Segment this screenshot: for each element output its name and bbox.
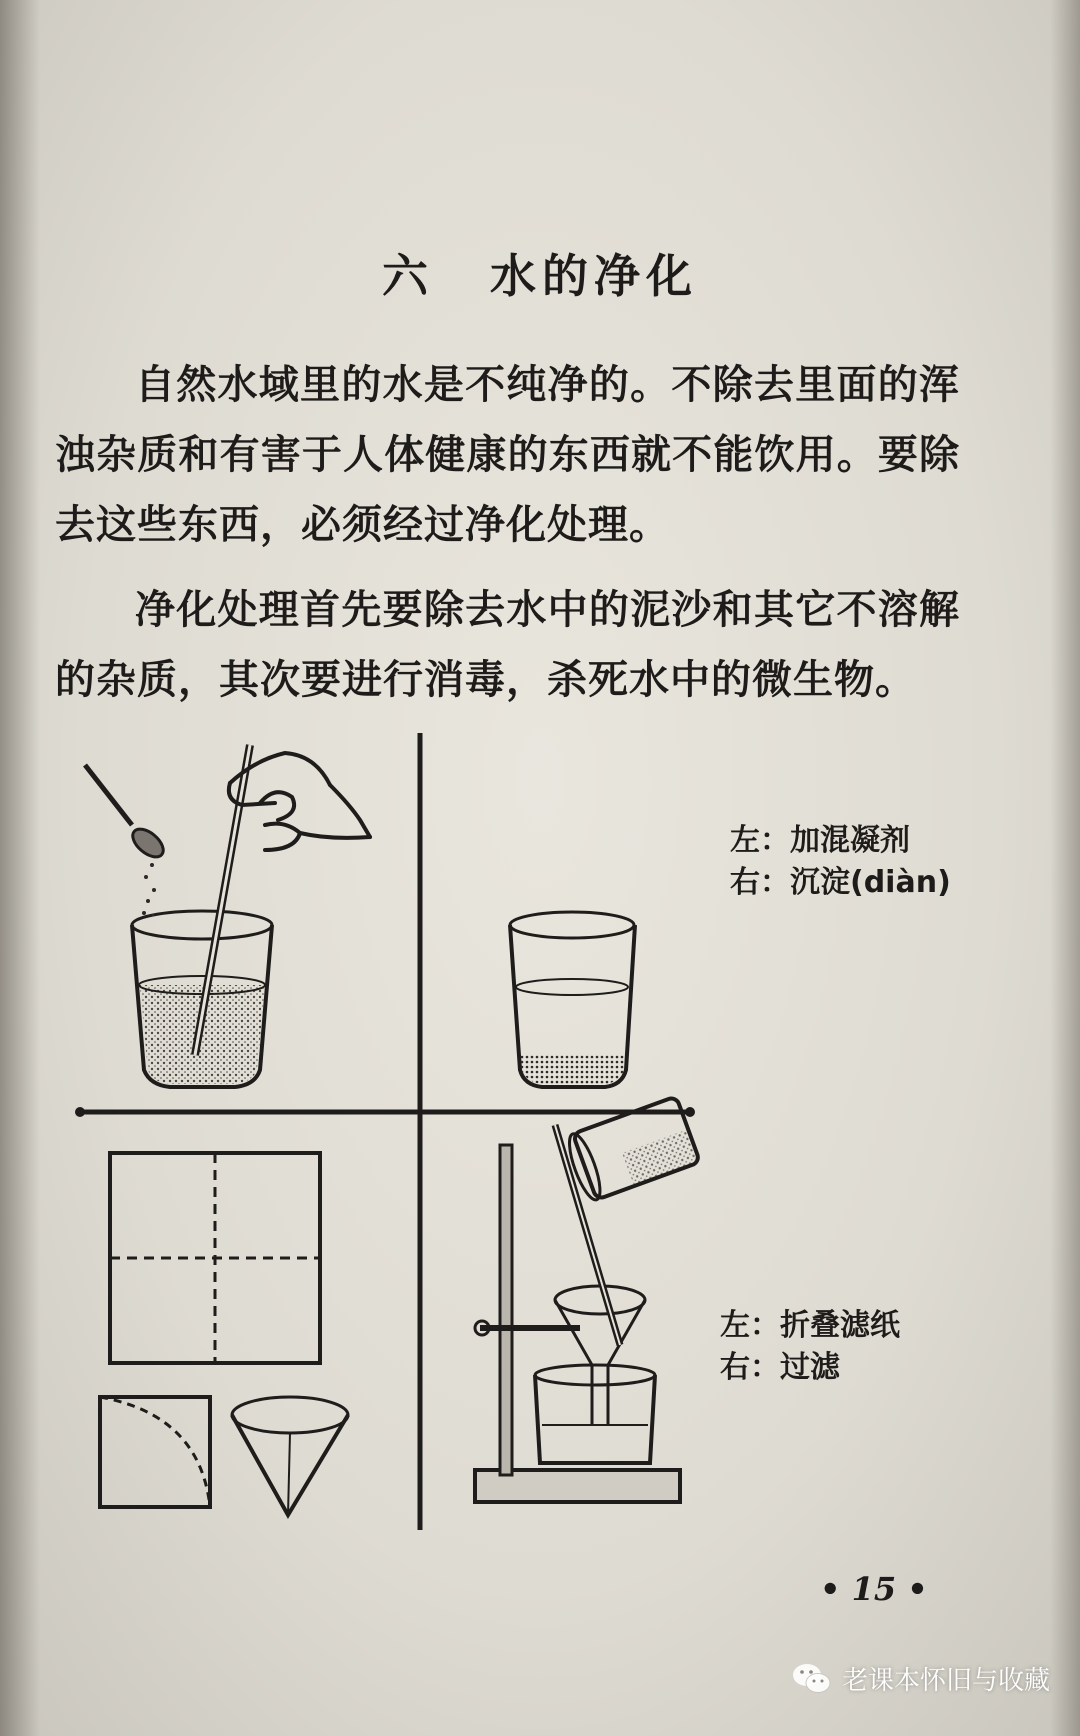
section-title [0, 240, 1080, 306]
caption-bottom [720, 1305, 900, 1389]
paragraph-2: 净化处理首先要除去水中的泥沙和其它不溶解的杂质，其次要进行消毒，杀死水中的微生物。 [55, 586, 960, 703]
funnel [555, 1286, 645, 1425]
watermark-text: 老课本怀旧与收藏 [841, 1666, 1050, 1696]
wechat-icon [792, 1662, 832, 1696]
caption-top [730, 820, 951, 904]
sedimentation-glass [510, 912, 635, 1087]
hand [229, 753, 370, 850]
section-heading: 水的净化 [490, 249, 698, 303]
paragraph-1: 自然水域里的水是不纯净的。不除去里面的浑浊杂质和有害于人体健康的东西就不能饮用。要除去这些东西，必须经过净化处理。 [55, 361, 960, 548]
receiving-beaker [535, 1365, 655, 1463]
page-number: • 15 • [820, 1570, 928, 1608]
filter-paper-square [110, 1153, 320, 1363]
caption-bottom-left: 左：折叠滤纸 [720, 1308, 900, 1343]
filter-paper-quarter [100, 1397, 210, 1507]
section-number: 六 [382, 249, 434, 303]
filter-paper-cone [232, 1397, 348, 1515]
pouring-beaker [555, 1096, 700, 1345]
caption-top-left: 左：加混凝剂 [730, 823, 910, 858]
watermark [792, 1660, 1050, 1697]
caption-top-right: 右：沉淀(diàn) [730, 865, 951, 900]
caption-bottom-right: 右：过滤 [720, 1350, 840, 1385]
spoon [85, 765, 168, 917]
